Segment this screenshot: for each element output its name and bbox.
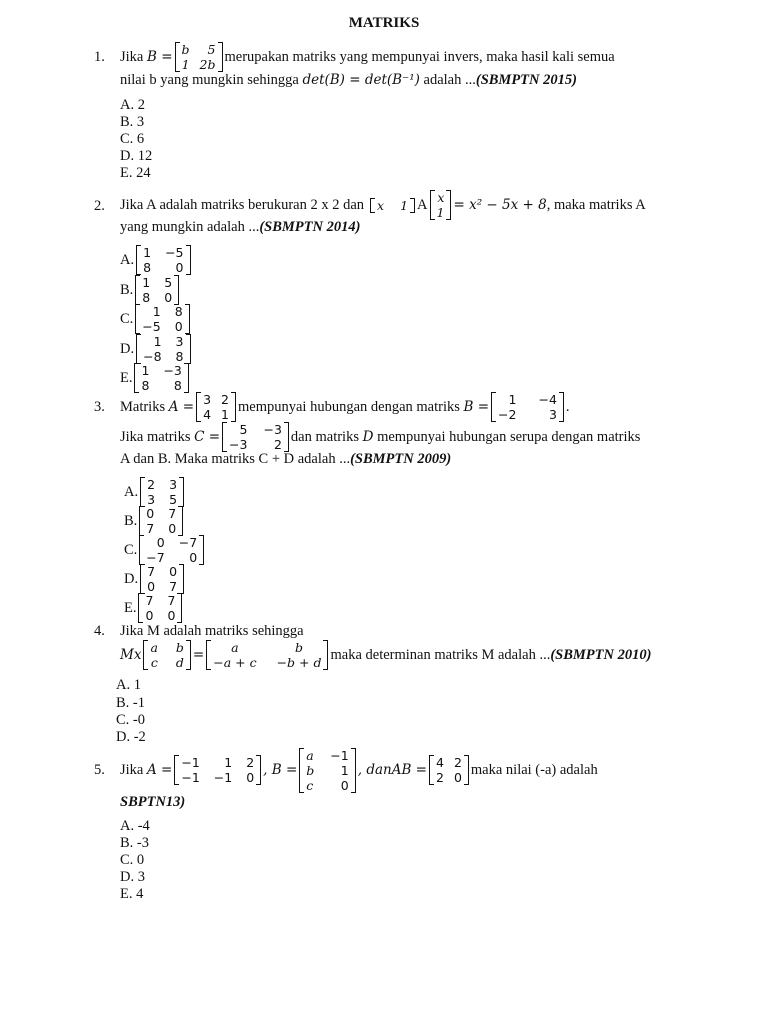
q4-l-cell: d xyxy=(175,655,184,670)
q3-option-cell: 0 xyxy=(156,535,165,550)
q2-option-cell: −5 xyxy=(142,319,161,334)
q5-option: A. -4 xyxy=(120,818,150,834)
q1-prefix: Jika xyxy=(120,49,144,65)
q3-option-label: D. xyxy=(124,571,139,587)
q3-number: 3. xyxy=(94,399,105,415)
q3-option-matrix xyxy=(140,477,184,507)
q5-ab-cell: 2 xyxy=(435,770,444,785)
q4-option: A. 1 xyxy=(116,677,141,693)
q3-varA: A = xyxy=(168,399,195,415)
q3-c-cell: 2 xyxy=(273,437,282,452)
q4-text1: Jika M adalah matriks sehingga xyxy=(120,623,304,639)
q2-option-cell: 8 xyxy=(175,348,184,364)
q3-matrix-a xyxy=(196,392,236,422)
q3-varB: B = xyxy=(463,399,490,415)
q2-option-label: D. xyxy=(120,340,135,357)
q1-text2b: adalah ... xyxy=(423,72,476,88)
q2-option xyxy=(120,304,192,334)
q2-option-label: C. xyxy=(120,311,134,327)
q3-option-cell: 0 xyxy=(145,608,154,623)
q3-line2 xyxy=(120,420,640,454)
q3-option-cell: 7 xyxy=(146,521,155,536)
page-title: MATRIKS xyxy=(348,15,420,31)
q2-source: (SBMPTN 2014) xyxy=(259,219,361,235)
q4-r-cell: b xyxy=(295,640,304,655)
q5-number: 5. xyxy=(94,762,105,778)
q3-matrix-b xyxy=(491,392,564,422)
q1-text1: merupakan matriks yang mempunyai invers, maka hasil kali semua xyxy=(224,49,615,65)
q3-varD: D xyxy=(362,429,374,445)
q2-option-label: E. xyxy=(120,370,133,386)
q1-m-cell: 1 xyxy=(181,57,190,72)
q4-r-cell: −a + c xyxy=(213,655,257,670)
q5-option: E. 4 xyxy=(120,886,144,902)
q3-dot: . xyxy=(565,399,570,415)
q3-option-matrix xyxy=(138,593,182,623)
q5-option: C. 0 xyxy=(120,852,145,868)
q5-sepAB: , danAB = xyxy=(357,762,427,778)
q3-option-matrix xyxy=(139,535,204,565)
q5-prefix: Jika xyxy=(120,762,144,778)
q5-b-cell: 1 xyxy=(340,762,349,778)
q2-rv-cell: 1 xyxy=(400,197,409,213)
q3-option-cell: 2 xyxy=(147,477,156,492)
q5-text: maka nilai (-a) adalah xyxy=(470,762,598,778)
q3-b-cell: 1 xyxy=(508,392,517,407)
q3-text1b: mempunyai hubungan dengan matriks xyxy=(238,399,460,415)
q5-a-cell: −1 xyxy=(181,770,200,785)
q2-text1a: Jika A adalah matriks berukuran 2 x 2 dan xyxy=(120,197,365,213)
q2-option-label: A. xyxy=(120,252,135,268)
q3-line3 xyxy=(120,450,451,468)
q2-option xyxy=(120,245,193,275)
q3-varC: C = xyxy=(194,429,221,445)
q2-line1 xyxy=(120,188,646,222)
q3-a-cell: 1 xyxy=(221,407,229,422)
q1-option: A. 2 xyxy=(120,97,145,113)
q3-option-cell: 0 xyxy=(169,564,178,579)
q3-text3: A dan B. Maka matriks C + D adalah ... xyxy=(120,451,351,467)
q1-matrix xyxy=(175,42,223,72)
q3-option-label: C. xyxy=(124,542,138,558)
q2-equation: = x² − 5x + 8 xyxy=(453,197,547,213)
q3-option-cell: 7 xyxy=(169,579,178,594)
q4-source: (SBMPTN 2010) xyxy=(550,647,652,663)
q2-option-label: B. xyxy=(120,281,134,298)
q5-a-cell: 1 xyxy=(224,755,233,770)
q3-source: (SBMPTN 2009) xyxy=(350,451,452,467)
q4-line2 xyxy=(120,638,651,672)
q1-option: C. 6 xyxy=(120,131,145,147)
q2-option xyxy=(120,275,181,305)
q5-option: B. -3 xyxy=(120,835,149,851)
q3-a-cell: 4 xyxy=(203,407,212,422)
q4-r-cell: a xyxy=(231,640,239,655)
q5-varA: A = xyxy=(146,762,173,778)
q3-option-matrix xyxy=(140,564,184,594)
q3-option xyxy=(124,506,185,536)
q3-option-matrix xyxy=(139,506,183,536)
q2-option-cell: 1 xyxy=(141,363,150,378)
q3-b-cell: −2 xyxy=(498,407,517,422)
q1-source: (SBMPTN 2015) xyxy=(475,72,577,88)
q2-option-cell: −5 xyxy=(165,245,184,260)
q4-lhs: Mx xyxy=(120,647,142,663)
q2-option-matrix xyxy=(135,275,179,305)
q2-number: 2. xyxy=(94,198,105,214)
q2-line2 xyxy=(120,218,360,236)
q1-option: E. 24 xyxy=(120,165,151,181)
q5-b-cell: 0 xyxy=(340,777,349,793)
q5-ab-cell: 4 xyxy=(435,755,444,770)
q3-option xyxy=(124,477,186,507)
q2-option-cell: 8 xyxy=(174,304,183,319)
q3-option-cell: 5 xyxy=(169,492,178,507)
q3-c-cell: 5 xyxy=(239,422,248,437)
q3-c-cell: −3 xyxy=(263,422,282,437)
q1-line2 xyxy=(120,71,577,89)
q4-l-cell: a xyxy=(150,640,158,655)
q2-option-cell: 8 xyxy=(142,289,151,305)
q2-option-cell: 0 xyxy=(174,319,183,334)
q2-option-cell: 1 xyxy=(143,245,152,260)
q2-option-cell: 8 xyxy=(143,260,152,275)
q3-line1 xyxy=(120,390,570,424)
q4-text2: maka determinan matriks M adalah ... xyxy=(330,647,551,663)
q4-equals: = xyxy=(192,647,205,663)
q1-number: 1. xyxy=(94,49,105,65)
q3-option-cell: 0 xyxy=(167,608,176,623)
q2-option-matrix xyxy=(134,363,188,393)
q5-line1 xyxy=(120,745,598,795)
q3-b-cell: −4 xyxy=(538,392,557,407)
q2-option-matrix xyxy=(136,334,190,364)
q3-b-cell: 3 xyxy=(548,407,557,422)
q3-option xyxy=(124,564,186,594)
q2-text1b: A xyxy=(417,197,428,213)
q2-option xyxy=(120,363,191,393)
q3-option-label: B. xyxy=(124,513,138,529)
q2-option-cell: −3 xyxy=(163,363,182,378)
q5-b-cell: −1 xyxy=(330,747,349,763)
q2-option-cell: 5 xyxy=(164,274,173,290)
q3-option-cell: 0 xyxy=(146,506,155,521)
q1-m-cell: b xyxy=(181,42,190,57)
q2-option-cell: 8 xyxy=(141,378,150,393)
q1-line1 xyxy=(120,40,615,74)
q3-option-cell: 7 xyxy=(145,593,154,608)
q2-option-cell: 1 xyxy=(153,333,162,349)
q5-b-cell: c xyxy=(306,777,314,793)
q2-option-cell: 3 xyxy=(175,333,184,349)
q4-number: 4. xyxy=(94,623,105,639)
q5-ab-cell: 0 xyxy=(453,770,462,785)
q5-b-cell: b xyxy=(306,762,315,778)
q5-matrix-a xyxy=(174,755,261,785)
q2-option-cell: 0 xyxy=(164,289,173,305)
q4-l-cell: b xyxy=(175,640,184,655)
q3-option-label: E. xyxy=(124,600,137,616)
q4-option: D. -2 xyxy=(116,729,146,745)
q2-option-matrix xyxy=(135,304,189,334)
q3-option-cell: −7 xyxy=(146,550,165,565)
q5-ab-cell: 2 xyxy=(453,755,462,770)
q3-option xyxy=(124,593,184,623)
q3-option-cell: 0 xyxy=(147,579,156,594)
q3-option-cell: −7 xyxy=(178,535,198,550)
q3-matrix-c xyxy=(222,422,289,452)
q2-col-vector xyxy=(430,190,452,220)
q3-a-cell: 2 xyxy=(221,392,229,407)
q3-option-cell: 3 xyxy=(169,477,178,492)
q2-option-cell: 0 xyxy=(175,260,184,275)
q3-text1a: Matriks xyxy=(120,399,166,415)
q3-option-cell: 0 xyxy=(189,550,198,565)
q1-m-cell: 5 xyxy=(207,42,216,57)
q2-option xyxy=(120,334,193,364)
q3-option-cell: 7 xyxy=(167,593,176,608)
q5-a-cell: −1 xyxy=(181,755,200,770)
q4-matrix-right xyxy=(206,640,328,670)
q5-option: D. 3 xyxy=(120,869,145,885)
q4-option: C. -0 xyxy=(116,712,145,728)
q3-option-cell: 0 xyxy=(168,521,177,536)
q3-text2b: dan matriks xyxy=(290,429,359,445)
q3-option xyxy=(124,535,206,565)
q3-text2a: Jika matriks xyxy=(120,429,191,445)
q1-option: D. 12 xyxy=(120,148,153,164)
q2-row-vector xyxy=(370,198,415,213)
q1-var: B = xyxy=(146,49,173,65)
q2-cv-cell: 1 xyxy=(436,205,445,220)
q2-rv-cell: x xyxy=(377,197,385,213)
q5-a-cell: 2 xyxy=(246,755,255,770)
q3-option-cell: 3 xyxy=(147,492,156,507)
q2-text1c: , maka matriks A xyxy=(546,197,646,213)
q4-l-cell: c xyxy=(150,655,158,670)
q4-matrix-left xyxy=(143,640,190,670)
q5-b-cell: a xyxy=(306,747,314,763)
q3-option-cell: 7 xyxy=(147,564,156,579)
q1-text2a: nilai b yang mungkin sehingga xyxy=(120,72,299,88)
q2-text2: yang mungkin adalah ... xyxy=(120,219,260,235)
q5-matrix-ab xyxy=(429,755,469,785)
q2-cv-cell: x xyxy=(437,190,445,205)
q1-det: det(B) = det(B⁻¹) xyxy=(302,72,420,88)
q4-r-cell: −b + d xyxy=(276,655,322,670)
q3-option-label: A. xyxy=(124,484,139,500)
q5-a-cell: 0 xyxy=(246,770,255,785)
q5-sepB: , B = xyxy=(263,762,298,778)
q1-m-cell: 2b xyxy=(199,57,216,72)
q3-text2c: mempunyai hubungan serupa dengan matriks xyxy=(377,429,641,445)
q5-source: SBPTN13) xyxy=(120,794,186,810)
q2-option-cell: −8 xyxy=(143,348,162,364)
q3-c-cell: −3 xyxy=(229,437,248,452)
q2-option-matrix xyxy=(136,245,190,275)
q4-option: B. -1 xyxy=(116,695,145,711)
q1-option: B. 3 xyxy=(120,114,145,130)
q5-matrix-b xyxy=(299,748,355,793)
q3-a-cell: 3 xyxy=(203,392,212,407)
q2-option-cell: 1 xyxy=(152,304,161,319)
q2-option-cell: 8 xyxy=(173,378,182,393)
q2-option-cell: 1 xyxy=(142,274,151,290)
q3-option-cell: 7 xyxy=(168,506,177,521)
q5-a-cell: −1 xyxy=(213,770,233,785)
